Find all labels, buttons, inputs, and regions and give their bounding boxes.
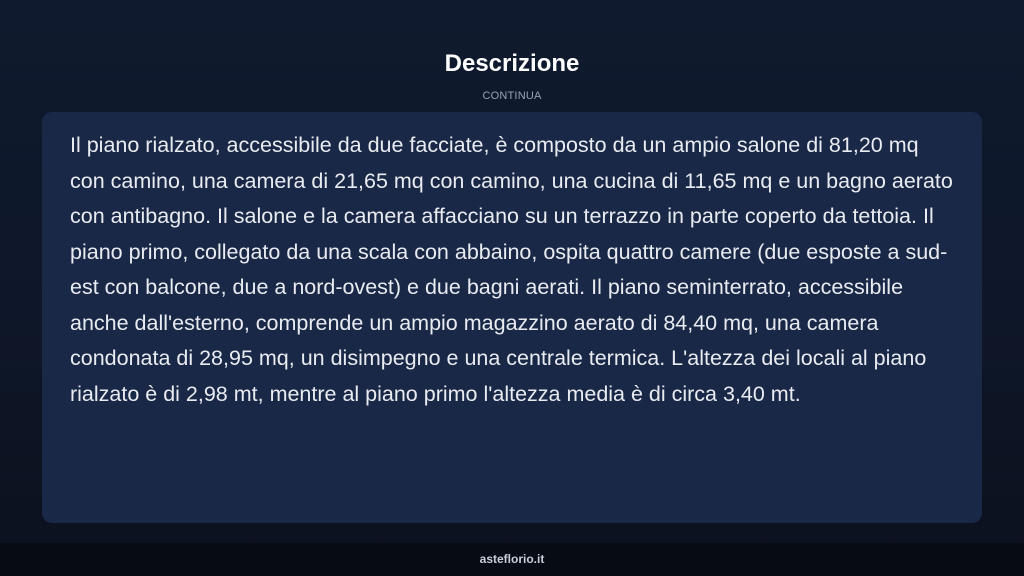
description-text: Il piano rialzato, accessibile da due facciate, è composto da un ampio salone di 81,20 mq con camino, una camera di 21,65 mq con camino, una cucina di 11,65 mq e un bagno aerato con antibagno. Il salone e la camera affacciano su un terrazzo in parte coperto da tettoia. Il piano primo, collegato da una scala con abbaino, ospita quattro camere (due esposte a sud-est con balcone, due a nord-ovest) e due bagni aerati. Il piano seminterrato, accessibile anche dall'esterno, comprende un ampio magazzino aerato di 84,40 mq, una camera condonata di 28,95 mq, un disimpegno e una centrale termica. L'altezza dei locali al piano rialzato è di 2,98 mt, mentre al piano primo l'altezza media è di circa 3,40 mt.: [70, 133, 953, 406]
footer-site-label: asteflorio.it: [479, 552, 545, 566]
description-card: [42, 112, 982, 523]
page-title: Descrizione: [444, 50, 580, 77]
footer: [0, 543, 1024, 576]
page-subtitle: CONTINUA: [482, 90, 542, 102]
